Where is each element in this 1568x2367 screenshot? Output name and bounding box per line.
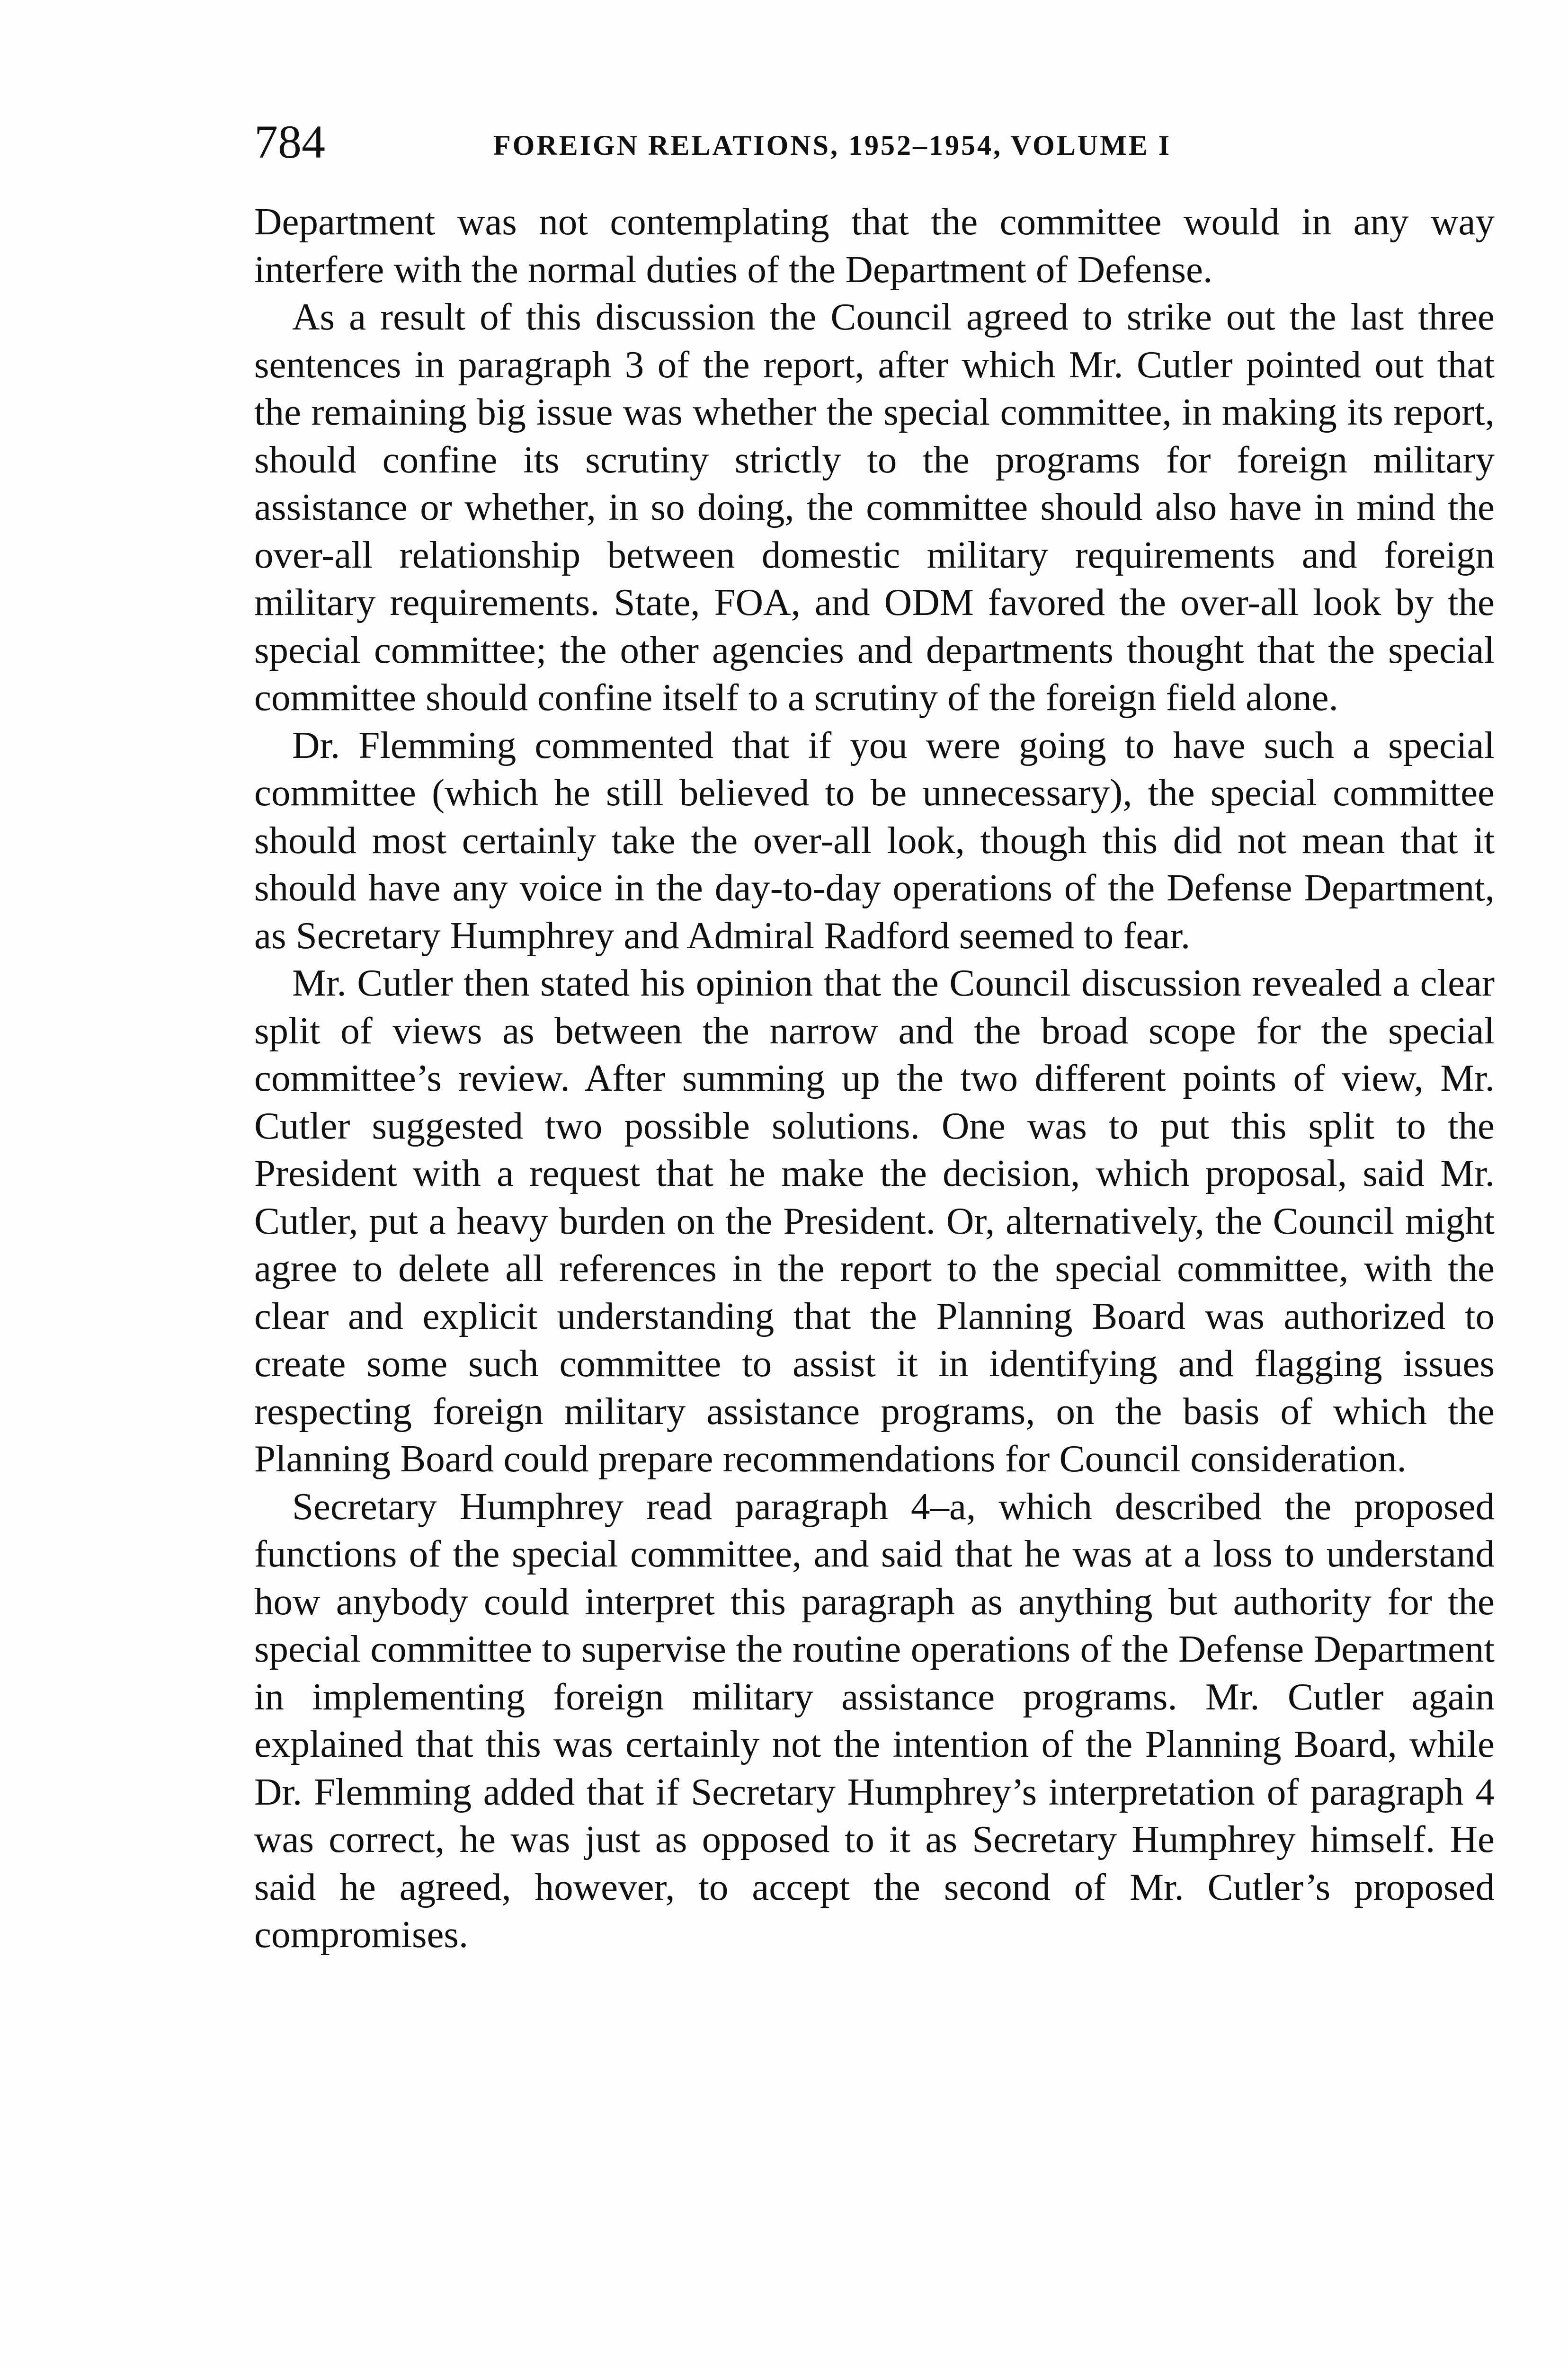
paragraph-5: Secretary Humphrey read paragraph 4–a, which described the proposed functions of the special committee, and said that he was at a loss to understand how anybody could interpret this paragraph as anything but authority for the special committee to supervise the routine operations of the Defense Department in implementing foreign military assistance programs. Mr. Cutler again explained that this was certainly not the intention of the Planning Board, while Dr. Flemming added that if Secretary Humphrey’s interpretation of paragraph 4 was correct, he was just as opposed to it as Secretary Humphrey himself. He said he agreed, however, to accept the second of Mr. Cutler’s proposed compromises. xyxy=(254,1485,1495,1956)
paragraph-4: Mr. Cutler then stated his opinion that the Council discussion revealed a clear split of views as between the narrow and the broad scope for the special committee’s review. After summing up the two different points of view, Mr. Cutler suggested two possible solutions. One was to put this split to the President with a request that he make the decision, which proposal, said Mr. Cutler, put a heavy burden on the President. Or, alternatively, the Council might agree to delete all references in the report to the special committee, with the clear and explicit understanding that the Planning Board was authorized to create some such committee to assist it in identifying and flagging issues respecting foreign military assistance programs, on the basis of which the Planning Board could prepare recommendations for Council consideration. xyxy=(254,961,1495,1480)
body-text xyxy=(254,198,1495,1958)
paragraph-2: As a result of this discussion the Council agreed to strike out the last three sentences in paragraph 3 of the report, after which Mr. Cutler pointed out that the remaining big issue was whether the special committee, in making its report, should confine its scrutiny strictly to the programs for foreign military assistance or whether, in so doing, the committee should also have in mind the over-all relationship between domestic military requirements and foreign military requirements. State, FOA, and ODM favored the over-all look by the special committee; the other agencies and departments thought that the special committee should confine itself to a scrutiny of the foreign field alone. xyxy=(254,295,1495,719)
running-head xyxy=(254,111,1495,173)
header-title: FOREIGN RELATIONS, 1952–1954, VOLUME I xyxy=(493,130,1172,161)
page-number: 784 xyxy=(254,116,325,168)
paragraph-1: Department was not contemplating that the committee would in any way interfere with the normal duties of the Department of Defense. xyxy=(254,200,1495,291)
paragraph-3: Dr. Flemming commented that if you were going to have such a special committee (which he still believed to be unnecessary), the special committee should most certainly take the over-all look, though this did not mean that it should have any voice in the day-to-day operations of the Defense Department, as Secretary Humphrey and Admiral Radford seemed to fear. xyxy=(254,723,1495,957)
